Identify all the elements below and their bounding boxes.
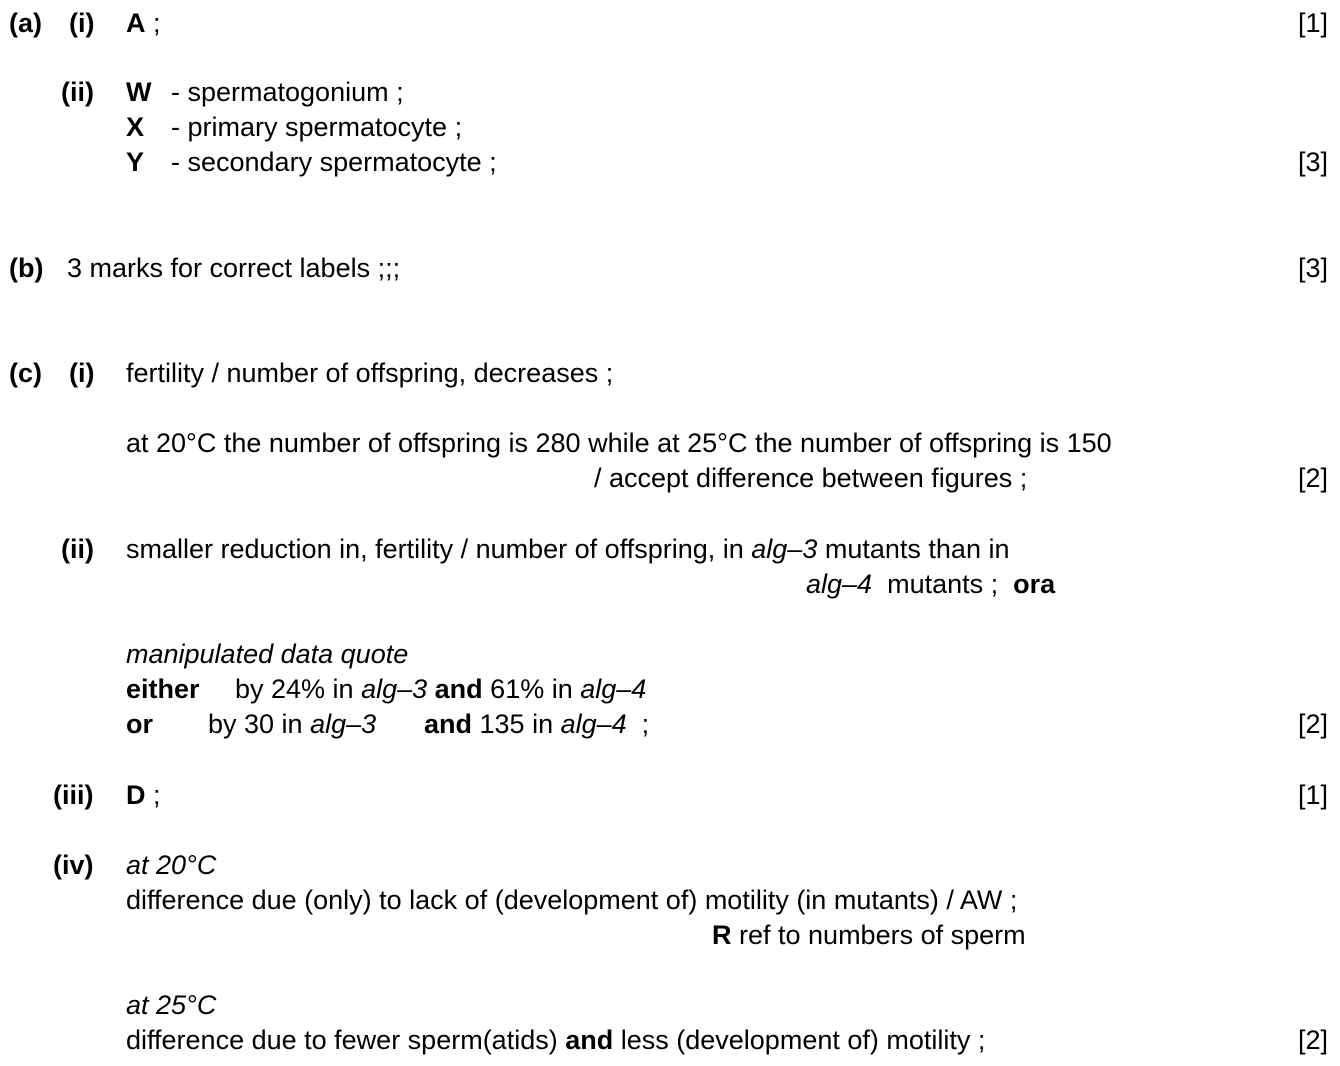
part-c-ii-or: or — [126, 709, 153, 739]
part-c-iv-heading-20c: at 20°C — [126, 850, 217, 880]
part-a-ii-row-y-text: - secondary spermatocyte ; — [171, 147, 497, 177]
part-c-iii-answer-suffix: ; — [145, 780, 161, 810]
part-a-i-label: (i) — [69, 8, 95, 38]
part-c-iii-answer-letter: D — [126, 780, 146, 810]
part-b-mark: [3] — [1297, 253, 1328, 283]
part-c-ii-either: either — [126, 674, 200, 704]
part-a-i-mark: [1] — [1297, 8, 1328, 38]
part-c-iv-mark: [2] — [1297, 1025, 1328, 1055]
part-a-i-answer — [126, 10, 161, 37]
part-c-iv-reject-note — [712, 922, 1026, 949]
part-c-iv-line-25c-c: less (development of) motility ; — [613, 1025, 986, 1055]
part-c-iii-answer — [126, 782, 161, 809]
part-c-iv-line-25c — [126, 1027, 985, 1054]
part-b-label: (b) — [9, 253, 44, 283]
part-c-iv-line-25c-a: difference due to fewer sperm(atids) — [126, 1025, 566, 1055]
part-c-iv-label: (iv) — [53, 850, 94, 880]
part-c-ii-line1-c: mutants than in — [817, 534, 1010, 564]
part-c-ii-line1-b: alg–3 — [751, 534, 818, 564]
part-a-ii-row-y-letter: Y — [126, 147, 145, 177]
part-c-iv-heading-25c: at 25°C — [126, 990, 217, 1020]
part-c-i-line1: fertility / number of offspring, decreases ; — [126, 358, 614, 388]
part-c-ii-line2 — [806, 571, 1055, 598]
part-c-ii-heading: manipulated data quote — [126, 639, 409, 669]
part-a-i-answer-suffix: ; — [145, 8, 161, 38]
part-c-ii-or-t6: ; — [626, 709, 650, 739]
part-c-iv-reject-label: R — [712, 920, 732, 950]
part-c-iii-label: (iii) — [53, 780, 94, 810]
part-b-text: 3 marks for correct labels ;;; — [67, 253, 401, 283]
part-c-i-line2: at 20°C the number of offspring is 280 while at 25°C the number of offspring is 150 — [126, 428, 1112, 458]
part-c-ii-or-t2: alg–3 — [310, 709, 377, 739]
part-c-ii-line2-a: alg–4 — [806, 569, 873, 599]
part-c-ii-mark: [2] — [1297, 709, 1328, 739]
part-a-i-answer-letter: A — [126, 8, 146, 38]
part-c-i-line3: / accept difference between figures ; — [594, 463, 1028, 493]
part-c-ii-either-text — [235, 676, 646, 703]
part-c-iii-mark: [1] — [1297, 780, 1328, 810]
part-a-label: (a) — [9, 8, 42, 38]
part-a-ii-row-w-text: - spermatogonium ; — [171, 77, 404, 107]
part-c-ii-line2-b: mutants ; — [872, 569, 1014, 599]
part-c-ii-or-t3: and — [424, 709, 473, 739]
part-c-ii-line2-c: ora — [1013, 569, 1056, 599]
part-c-label: (c) — [9, 358, 42, 388]
part-c-ii-or-text-a — [208, 711, 376, 738]
part-c-ii-either-t4: 61% in — [482, 674, 581, 704]
part-c-iv-line-25c-b: and — [565, 1025, 614, 1055]
part-c-ii-either-t3: and — [427, 674, 483, 704]
part-c-ii-either-t1: by 24% in — [235, 674, 362, 704]
part-c-i-mark: [2] — [1297, 463, 1328, 493]
part-c-ii-or-t4: 135 in — [472, 709, 561, 739]
part-c-ii-or-text-b — [424, 711, 649, 738]
part-c-iv-reject-text: ref to numbers of sperm — [731, 920, 1026, 950]
part-a-ii-row-x-text: - primary spermatocyte ; — [171, 112, 463, 142]
part-c-ii-either-t2: alg–3 — [361, 674, 428, 704]
part-c-ii-line1-a: smaller reduction in, fertility / number of offspring, in — [126, 534, 752, 564]
part-a-ii-row-w-letter: W — [126, 77, 152, 107]
part-a-ii-label: (ii) — [61, 77, 94, 107]
part-a-ii-row-x-letter: X — [126, 112, 145, 142]
part-c-ii-or-t1: by 30 in — [208, 709, 311, 739]
part-c-ii-label: (ii) — [61, 534, 94, 564]
part-c-ii-either-t5: alg–4 — [580, 674, 647, 704]
part-c-ii-line1 — [126, 536, 1009, 563]
part-c-i-label: (i) — [69, 358, 95, 388]
part-c-ii-or-t5: alg–4 — [560, 709, 627, 739]
part-a-ii-mark: [3] — [1297, 147, 1328, 177]
part-c-iv-line-20c: difference due (only) to lack of (development of) motility (in mutants) / AW ; — [126, 885, 1018, 915]
